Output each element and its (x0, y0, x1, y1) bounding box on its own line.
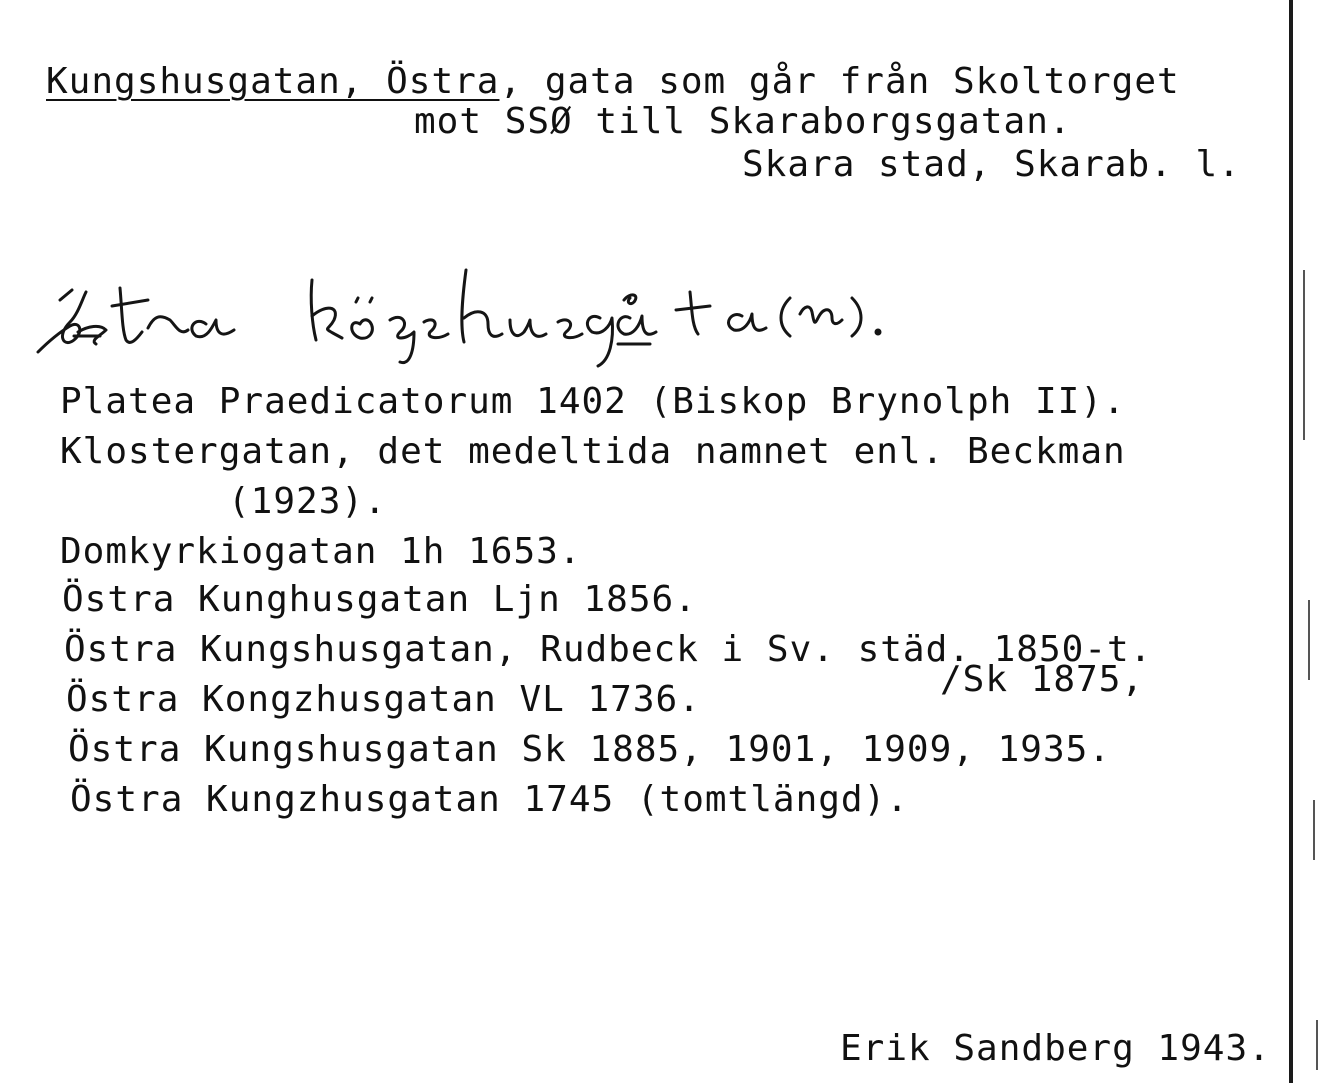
handwritten-pronunciation (30, 240, 1040, 370)
hw-t-bar (112, 300, 148, 306)
hw-paren-close (852, 298, 861, 336)
entry-line: Östra Kungzhusgatan 1745 (tomtlängd). (70, 779, 909, 820)
entry-line: Östra Kongzhusgatan VL 1736. (66, 679, 701, 720)
signature: Erik Sandberg 1943. (840, 1028, 1271, 1069)
entry-line: Östra Kungshusgatan Sk 1885, 1901, 1909, 1935. (68, 729, 1111, 770)
entry-line: (1923). (228, 481, 387, 522)
header-line-1 (46, 62, 1180, 102)
entry-line: Domkyrkiogatan 1h 1653. (60, 531, 582, 572)
header-location: Skara stad, Skarab. l. (742, 144, 1241, 185)
hw-t2 (676, 292, 710, 334)
hw-a2 (618, 316, 656, 334)
hw-paren-open (781, 298, 790, 336)
entry-line: Östra Kunghusgatan Ljn 1856. (62, 579, 697, 620)
hw-period (876, 330, 880, 334)
hw-k (311, 280, 342, 340)
scan-mark (1308, 600, 1310, 680)
entry-annotation: /Sk 1875, (940, 659, 1145, 700)
hw-r (148, 317, 188, 332)
hw-g (390, 317, 414, 362)
hw-o (38, 292, 86, 352)
hw-g2 (587, 316, 612, 366)
hw-h (462, 270, 502, 342)
scan-mark (1303, 270, 1305, 440)
hw-s2 (424, 320, 448, 338)
headword: Kungshusgatan, Östra (46, 61, 500, 102)
entry-line: Platea Praedicatorum 1402 (Biskop Brynolph II). (60, 381, 1126, 422)
hw-ring (624, 295, 636, 304)
entry-line: Östra Kungshusgatan, Rudbeck i Sv. städ. 1850-t. (64, 629, 1153, 670)
card-right-edge (1289, 0, 1293, 1083)
scan-mark (1316, 1020, 1318, 1070)
hw-o2 (352, 320, 373, 338)
hw-u (510, 320, 546, 336)
hw-accent (60, 290, 72, 300)
hw-n (800, 307, 842, 324)
header-line-2: mot SSØ till Skaraborgsgatan. (414, 101, 1072, 142)
hw-umlaut (356, 298, 372, 302)
hw-a3 (729, 314, 766, 330)
hw-a (192, 320, 234, 337)
entry-line: Klostergatan, det medeltida namnet enl. Beckman (60, 431, 1126, 472)
hw-s3 (558, 320, 582, 338)
header-description: , gata som går från Skoltorget (499, 61, 1180, 102)
hw-t (120, 288, 142, 342)
scan-mark (1313, 800, 1315, 860)
